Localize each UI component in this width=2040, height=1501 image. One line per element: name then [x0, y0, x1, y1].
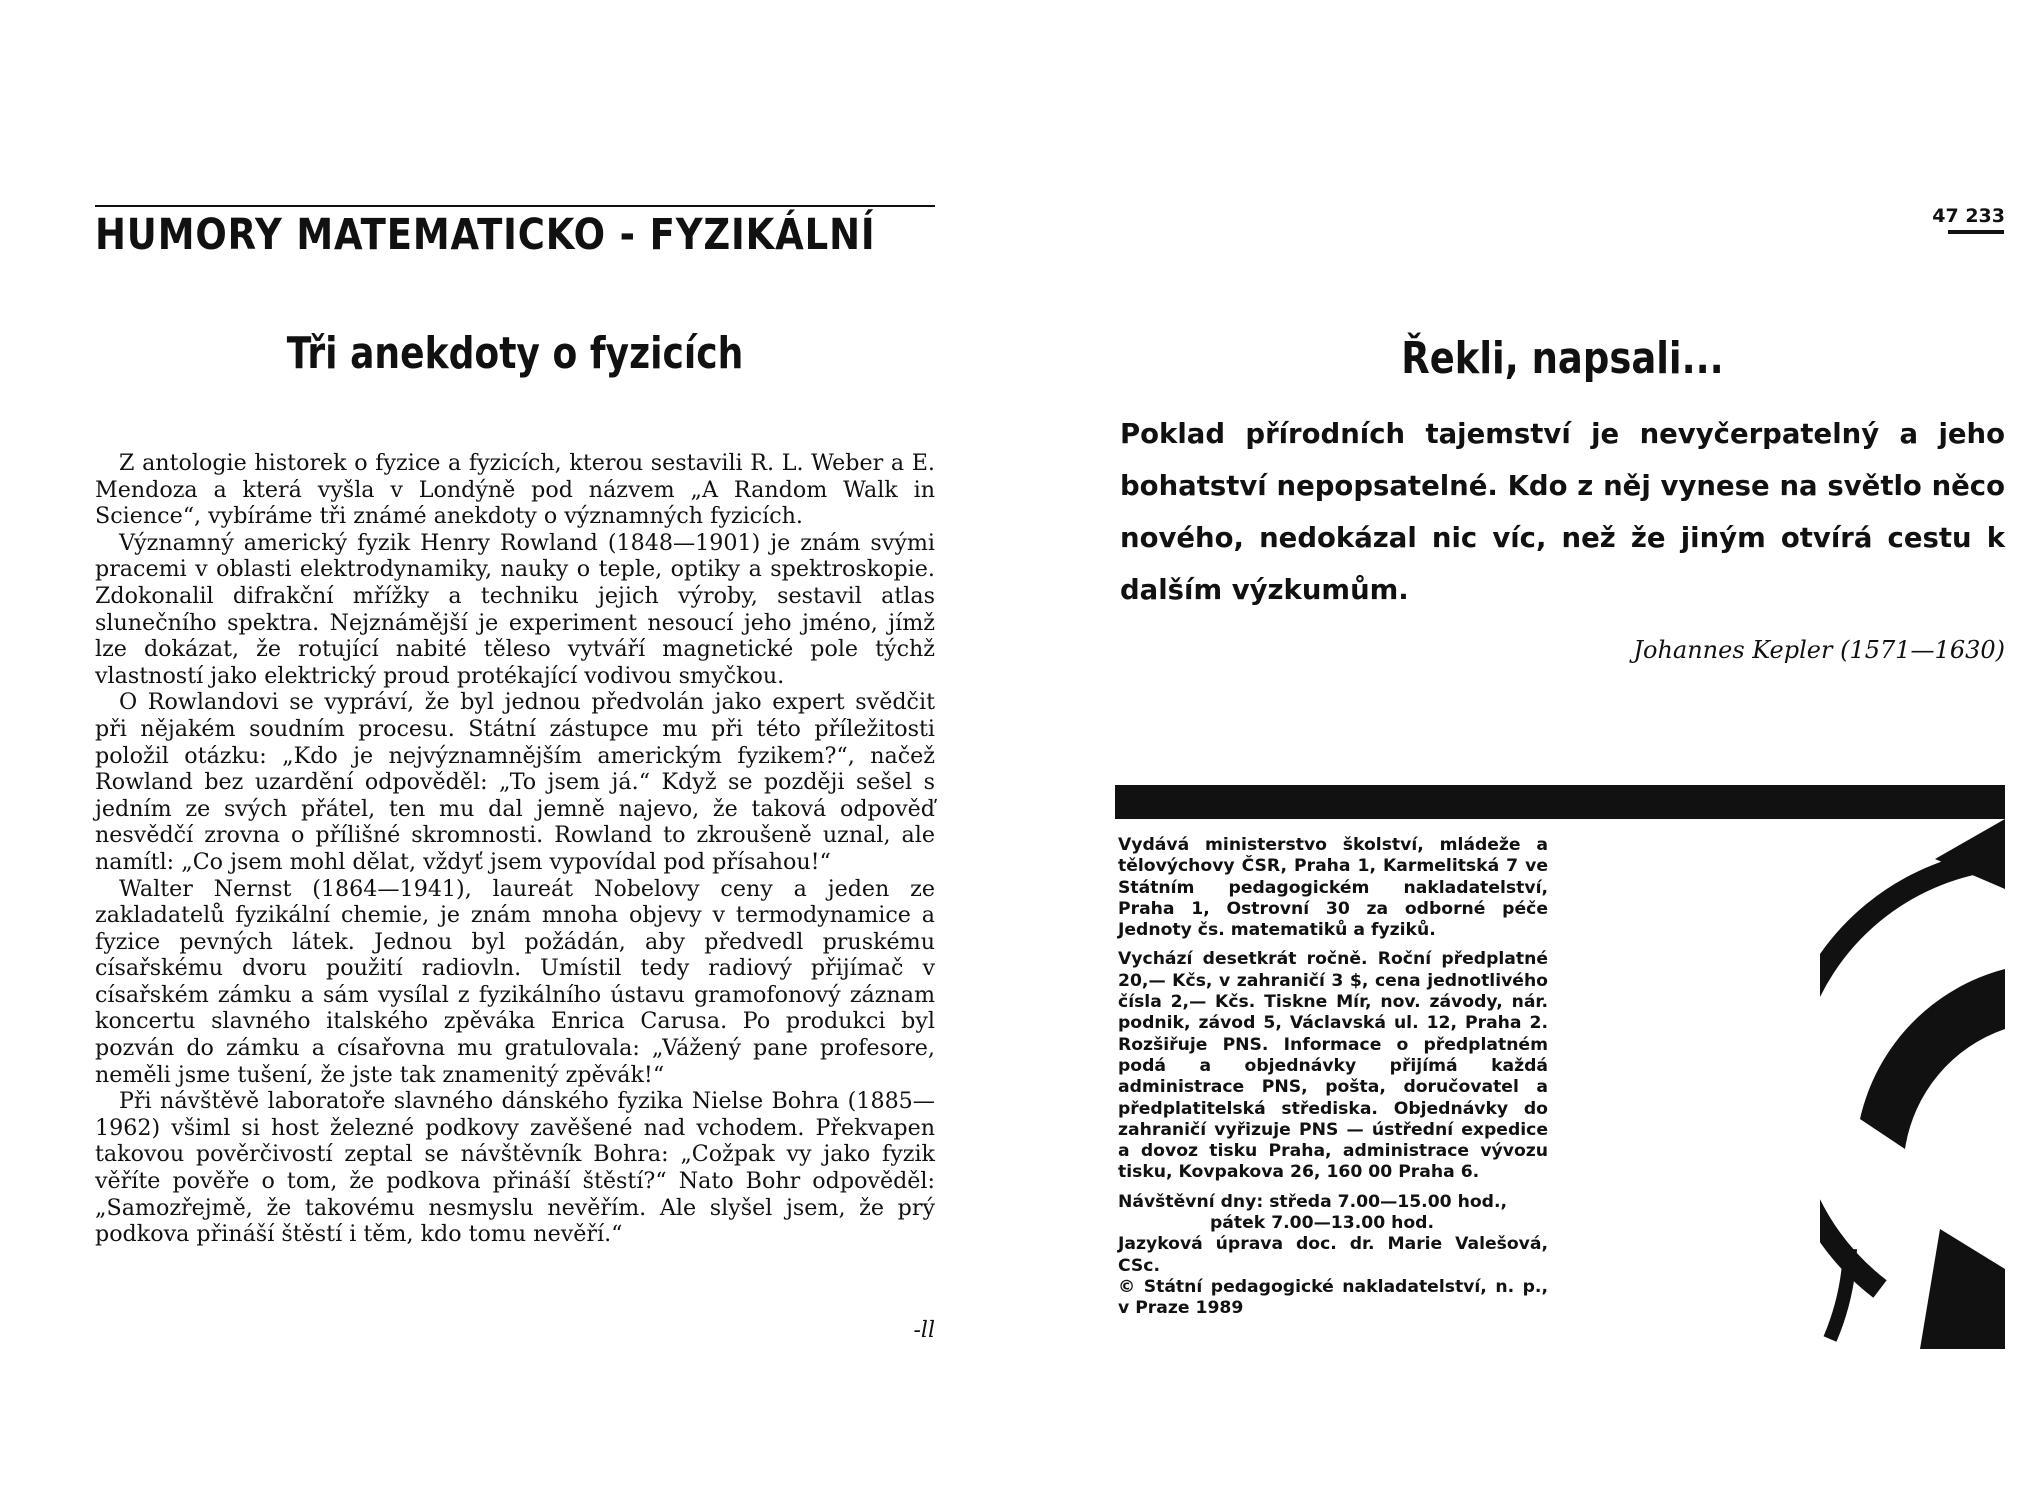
right-page — [1040, 0, 2040, 1501]
colophon-subscription: Vychází desetkrát ročně. Roční předplatné 20,— Kčs, v zahraničí 3 $, cena jednotlivého čísla 2,— Kčs. Tiskne Mír, nov. závody, nár. podnik, závod 5, Václavská ul. 12, Praha 2. Rozšiřuje PNS. Informace o předplatném podá a objednávky přijímá každá administrace PNS, pošta, doručovatel a předplatitelská střediska. Objednávky do zahraničí vyřizuje PNS — ústřední expedice a dovoz tisku Praha, administrace vývozu tisku, Kovpakova 26, 160 00 Praha 6. — [1118, 949, 1548, 1183]
colophon — [1118, 835, 1548, 1320]
article-paragraph: Při návštěvě laboratoře slavného dánského fyzika Nielse Bohra (1885—1962) všiml si host železné podkovy zavěšené nad vchodem. Překvapen takovou pověrčivostí zeptal se návštěvník Bohra: „Cožpak vy jako fyzik věříte pověře o tom, že podkova přináší štěstí?“ Nato Bohr odpověděl: „Samozřejmě, že takovému nesmyslu nevěřím. Ale slyšel jsem, že prý podkova přináší štěstí i těm, kdo tomu nevěří.“ — [95, 1088, 935, 1248]
page-number: 47 233 — [1932, 205, 2005, 227]
colophon-language-editor: Jazyková úprava doc. dr. Marie Valešová, CSc. — [1118, 1234, 1548, 1276]
quote-author: Johannes Kepler (1571—1630) — [1633, 636, 2005, 664]
colophon-visiting-days: Návštěvní dny: středa 7.00—15.00 hod., — [1118, 1191, 1508, 1212]
article-signature: -ll — [913, 1318, 935, 1343]
article-body — [95, 450, 935, 1248]
colophon-top-bar — [1115, 785, 2005, 819]
article-paragraph: Významný americký fyzik Henry Rowland (1848—1901) je znám svými pracemi v oblasti elektrodynamiky, nauky o teple, optiky a spektroskopie. Zdokonalil difrakční mřížky a techniku jejich výroby, sestavil atlas slunečního spektra. Nejznámější je experiment nesoucí jeho jméno, jímž lze dokázat, že rotující nabité těleso vytváří magnetické pole týchž vlastností jako elektrický proud protékající vodivou smyčkou. — [95, 529, 935, 689]
colophon-publisher: Vydává ministerstvo školství, mládeže a tělovýchovy ČSR, Praha 1, Karmelitská 7 ve Státním pedagogickém nakladatelství, Praha 1, Ostrovní 30 za odborné péče Jednoty čs. matematiků a fyziků. — [1118, 835, 1548, 941]
section-heading-rule — [95, 205, 935, 207]
article-paragraph: O Rowlandovi se vypráví, že byl jednou předvolán jako expert svědčit při nějakém soudním procesu. Státní zástupce mu při této příležitosti položil otázku: „Kdo je nejvýznamnějším americkým fyzikem?“, načež Rowland bez uzardění odpověděl: „To jsem já.“ Když se později sešel s jedním ze svých přátel, ten mu dal jemně najevo, že taková odpověď nesvědčí zrovna o přílišné skromnosti. Rowland to zkroušeně uznal, ale namítl: „Co jsem mohl dělat, vždyť jsem vypovídal pod přísahou!“ — [95, 689, 935, 875]
page-number-rule — [1948, 230, 2004, 234]
quote-section-title: Řekli, napsali... — [1401, 333, 1724, 384]
left-page — [0, 0, 1000, 1501]
quote-text: Poklad přírodních tajemství je nevyčerpatelný a jeho bohatství nepopsatelné. Kdo z něj vynese na světlo něco nového, nedokázal nic víc, než že jiným otvírá cestu k dalším výzkumům. — [1120, 418, 2005, 606]
article-title: Tři anekdoty o fyzicích — [286, 328, 744, 379]
colophon-copyright: © Státní pedagogické nakladatelství, n. p., v Praze 1989 — [1118, 1276, 1548, 1319]
article-paragraph: Walter Nernst (1864—1941), laureát Nobelovy ceny a jeden ze zakladatelů fyzikální chemie, je znám mnoha objevy v termodynamice a fyzice pevných látek. Jednou byl požádán, aby předvedl pruskému císařskému dvoru použití radiovln. Umístil tedy radiový přijímač v císařském zámku a sám vysílal z fyzikálního ústavu gramofonový záznam koncertu slavného italského zpěváka Enrica Carusa. Po produkci byl pozván do zámku a císařovna mu gratulovala: „Vážený pane profesore, neměli jsme tušení, že jste tak znamenitý zpěvák!“ — [95, 875, 935, 1088]
colophon-visiting-days-friday: pátek 7.00—13.00 hod. — [1210, 1213, 1435, 1234]
decorative-arc-graphic — [1820, 819, 2005, 1349]
article-paragraph: Z antologie historek o fyzice a fyzicích, kterou sestavili R. L. Weber a E. Mendoza a která vyšla v Londýně pod názvem „A Random Walk in Science“, vybíráme tři známé anekdoty o významných fyzicích. — [95, 450, 935, 530]
section-heading: HUMORY MATEMATICKO - FYZIKÁLNÍ — [95, 210, 876, 260]
